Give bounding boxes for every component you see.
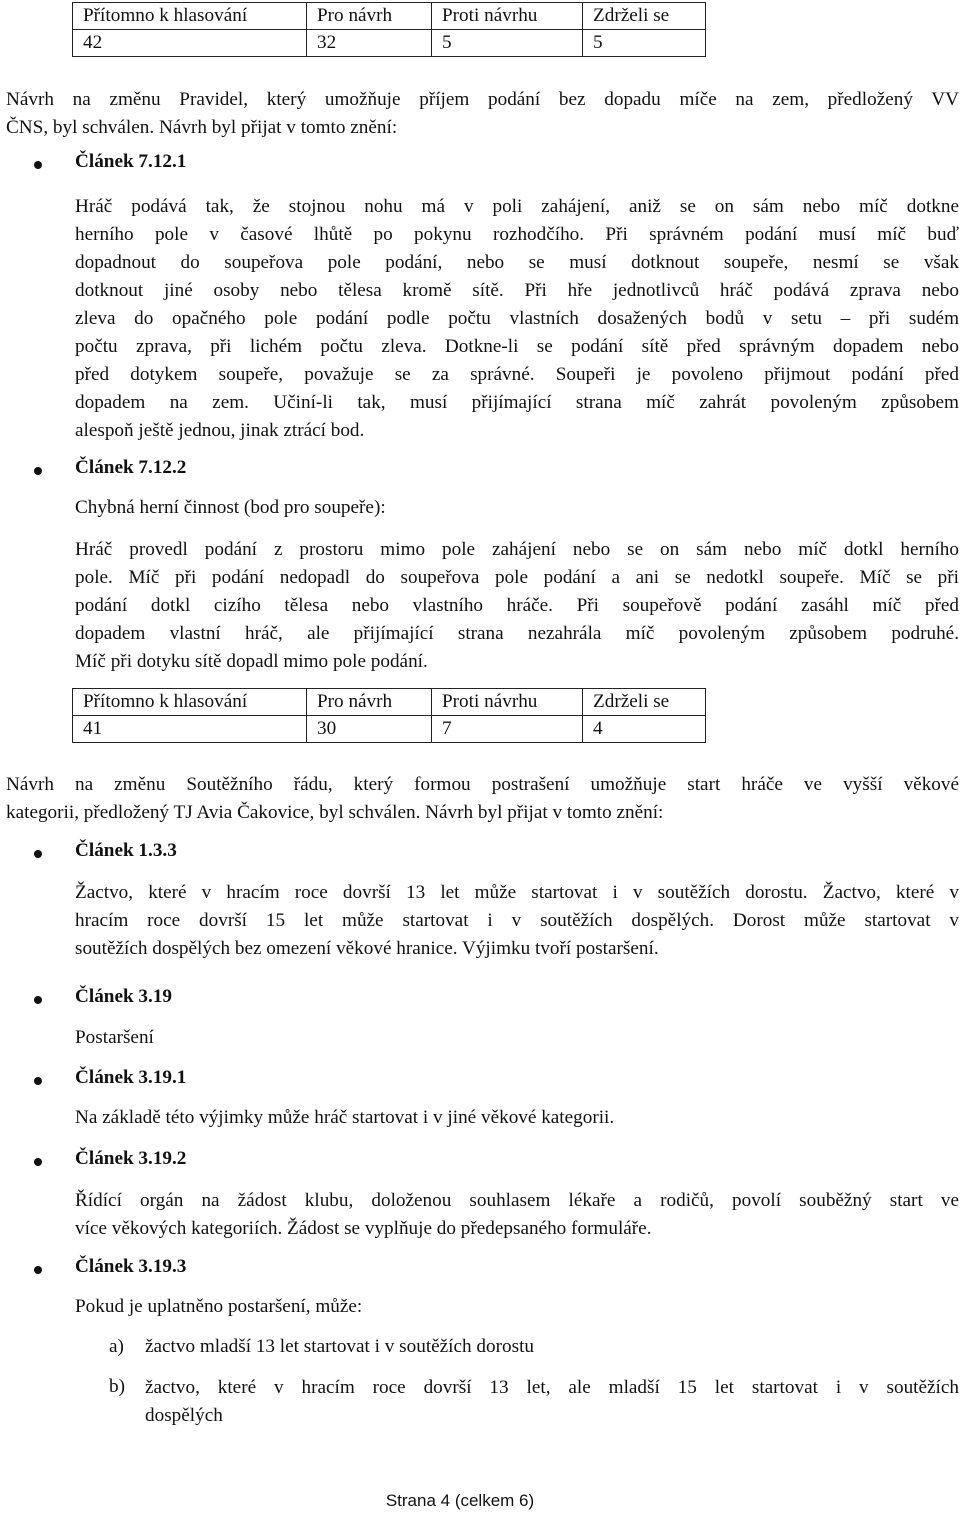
text-line: dotknout jiné osoby nebo tělesa kromě sítě. Při hře jednotlivců hráč podává zprava nebo bbox=[75, 280, 959, 301]
bullet-icon bbox=[34, 996, 42, 1004]
intro-paragraph-2 bbox=[6, 771, 959, 827]
vote-table-header-row bbox=[73, 689, 706, 716]
vote-table-values-row bbox=[73, 716, 706, 743]
text-line: alespoň ještě jednou, jinak ztrácí bod. bbox=[75, 420, 365, 441]
header-for: Pro návrh bbox=[307, 3, 432, 30]
value-for: 30 bbox=[307, 716, 432, 743]
value-abstained: 5 bbox=[583, 30, 706, 57]
value-abstained: 4 bbox=[583, 716, 706, 743]
vote-table-2 bbox=[72, 688, 706, 743]
text-line: Hráč provedl podání z prostoru mimo pole zahájení nebo se on sám nebo míč dotkl herního bbox=[75, 539, 959, 560]
article-text: Na základě této výjimky může hráč startovat i v jiné věkové kategorii. bbox=[75, 1107, 615, 1128]
text-line: zleva do opačného pole podání podle počtu vlastních dosažených bodů v setu – při sudém bbox=[75, 308, 959, 329]
text-line: dopadem vlastní hráč, ale přijímající strana nezahrála míč povoleným způsobem podruhé. bbox=[75, 623, 959, 644]
list-item-label: a) bbox=[109, 1336, 124, 1357]
article-1-3-3-text bbox=[75, 879, 959, 963]
article-heading: Článek 3.19.2 bbox=[75, 1148, 187, 1169]
page-footer: Strana 4 (celkem 6) bbox=[385, 1491, 535, 1510]
article-heading: Článek 7.12.1 bbox=[75, 151, 187, 172]
article-text: Postaršení bbox=[75, 1027, 154, 1048]
intro-paragraph-1 bbox=[6, 86, 959, 142]
text-line: herního pole v časové lhůtě po pokynu rozhodčího. Při správném podání musí míč buď bbox=[75, 224, 959, 245]
text-line: dopadnout do soupeřova pole podání, nebo se musí dotknout soupeře, nesmí se však bbox=[75, 252, 959, 273]
text-line: pole. Míč při podání nedopadl do soupeřova pole podání a ani se nedotkl soupeře. Míč se při bbox=[75, 567, 959, 588]
text-line: soutěžích dospělých bez omezení věkové hranice. Výjimku tvoří postaršení. bbox=[75, 938, 659, 959]
text-line: před dotykem soupeře, považuje se za správné. Soupeři je povoleno přijmout podání před bbox=[75, 364, 959, 385]
text-line: hracím roce dovrší 15 let může startovat i v soutěžích dospělých. Dorost může startovat v bbox=[75, 910, 959, 931]
list-item-text bbox=[145, 1374, 959, 1430]
article-7-12-2-text bbox=[75, 536, 959, 676]
header-against: Proti návrhu bbox=[432, 3, 583, 30]
list-item-label: b) bbox=[109, 1376, 125, 1397]
header-against: Proti návrhu bbox=[432, 689, 583, 716]
header-present: Přítomno k hlasování bbox=[73, 689, 307, 716]
list-item-text: žactvo mladší 13 let startovat i v soutěžích dorostu bbox=[145, 1336, 534, 1357]
article-heading: Článek 3.19.1 bbox=[75, 1067, 187, 1088]
article-3-19-2-text bbox=[75, 1187, 959, 1243]
article-7-12-1-text bbox=[75, 193, 959, 445]
article-heading: Článek 3.19.3 bbox=[75, 1256, 187, 1277]
text-line: Žactvo, které v hracím roce dovrší 13 let může startovat i v soutěžích dorostu. Žactvo, které v bbox=[75, 882, 959, 903]
article-text: Pokud je uplatněno postaršení, může: bbox=[75, 1296, 363, 1317]
article-heading: Článek 7.12.2 bbox=[75, 457, 187, 478]
text-line: Řídící orgán na žádost klubu, doloženou souhlasem lékaře a rodičů, povolí souběžný start ve bbox=[75, 1190, 959, 1211]
value-against: 5 bbox=[432, 30, 583, 57]
intro-line: Návrh na změnu Soutěžního řádu, který formou postrašení umožňuje start hráče ve vyšší věkové bbox=[6, 774, 959, 795]
text-line: dospělých bbox=[145, 1405, 223, 1426]
vote-table-values-row bbox=[73, 30, 706, 57]
value-against: 7 bbox=[432, 716, 583, 743]
bullet-icon bbox=[34, 467, 42, 475]
article-subtitle: Chybná herní činnost (bod pro soupeře): bbox=[75, 497, 386, 518]
text-line: více věkových kategoriích. Žádost se vyplňuje do předepsaného formuláře. bbox=[75, 1218, 652, 1239]
bullet-icon bbox=[34, 161, 42, 169]
text-line: žactvo, které v hracím roce dovrší 13 let, ale mladší 15 let startovat i v soutěžích bbox=[145, 1377, 959, 1398]
bullet-icon bbox=[34, 1077, 42, 1085]
article-heading: Článek 3.19 bbox=[75, 986, 173, 1007]
bullet-icon bbox=[34, 1266, 42, 1274]
value-present: 42 bbox=[73, 30, 307, 57]
header-for: Pro návrh bbox=[307, 689, 432, 716]
vote-table-1 bbox=[72, 2, 706, 57]
header-present: Přítomno k hlasování bbox=[73, 3, 307, 30]
intro-line: Návrh na změnu Pravidel, který umožňuje příjem podání bez dopadu míče na zem, předložený VV bbox=[6, 89, 959, 110]
text-line: počtu zprava, při lichém počtu zleva. Dotkne-li se podání sítě před správným dopadem nebo bbox=[75, 336, 959, 357]
header-abstained: Zdrželi se bbox=[583, 689, 706, 716]
header-abstained: Zdrželi se bbox=[583, 3, 706, 30]
value-present: 41 bbox=[73, 716, 307, 743]
text-line: podání dotkl cizího tělesa nebo vlastního hráče. Při soupeřově podání zasáhl míč před bbox=[75, 595, 959, 616]
intro-line: ČNS, byl schválen. Návrh byl přijat v tomto znění: bbox=[6, 117, 398, 138]
text-line: Hráč podává tak, že stojnou nohu má v poli zahájení, aniž se on sám nebo míč dotkne bbox=[75, 196, 959, 217]
intro-line: kategorii, předložený TJ Avia Čakovice, byl schválen. Návrh byl přijat v tomto znění: bbox=[6, 802, 664, 823]
text-line: Míč při dotyku sítě dopadl mimo pole podání. bbox=[75, 651, 428, 672]
bullet-icon bbox=[34, 850, 42, 858]
vote-table-header-row bbox=[73, 3, 706, 30]
bullet-icon bbox=[34, 1158, 42, 1166]
value-for: 32 bbox=[307, 30, 432, 57]
text-line: dopadem na zem. Učiní-li tak, musí přijímající strana míč zahrát povoleným způsobem bbox=[75, 392, 959, 413]
article-heading: Článek 1.3.3 bbox=[75, 840, 177, 861]
